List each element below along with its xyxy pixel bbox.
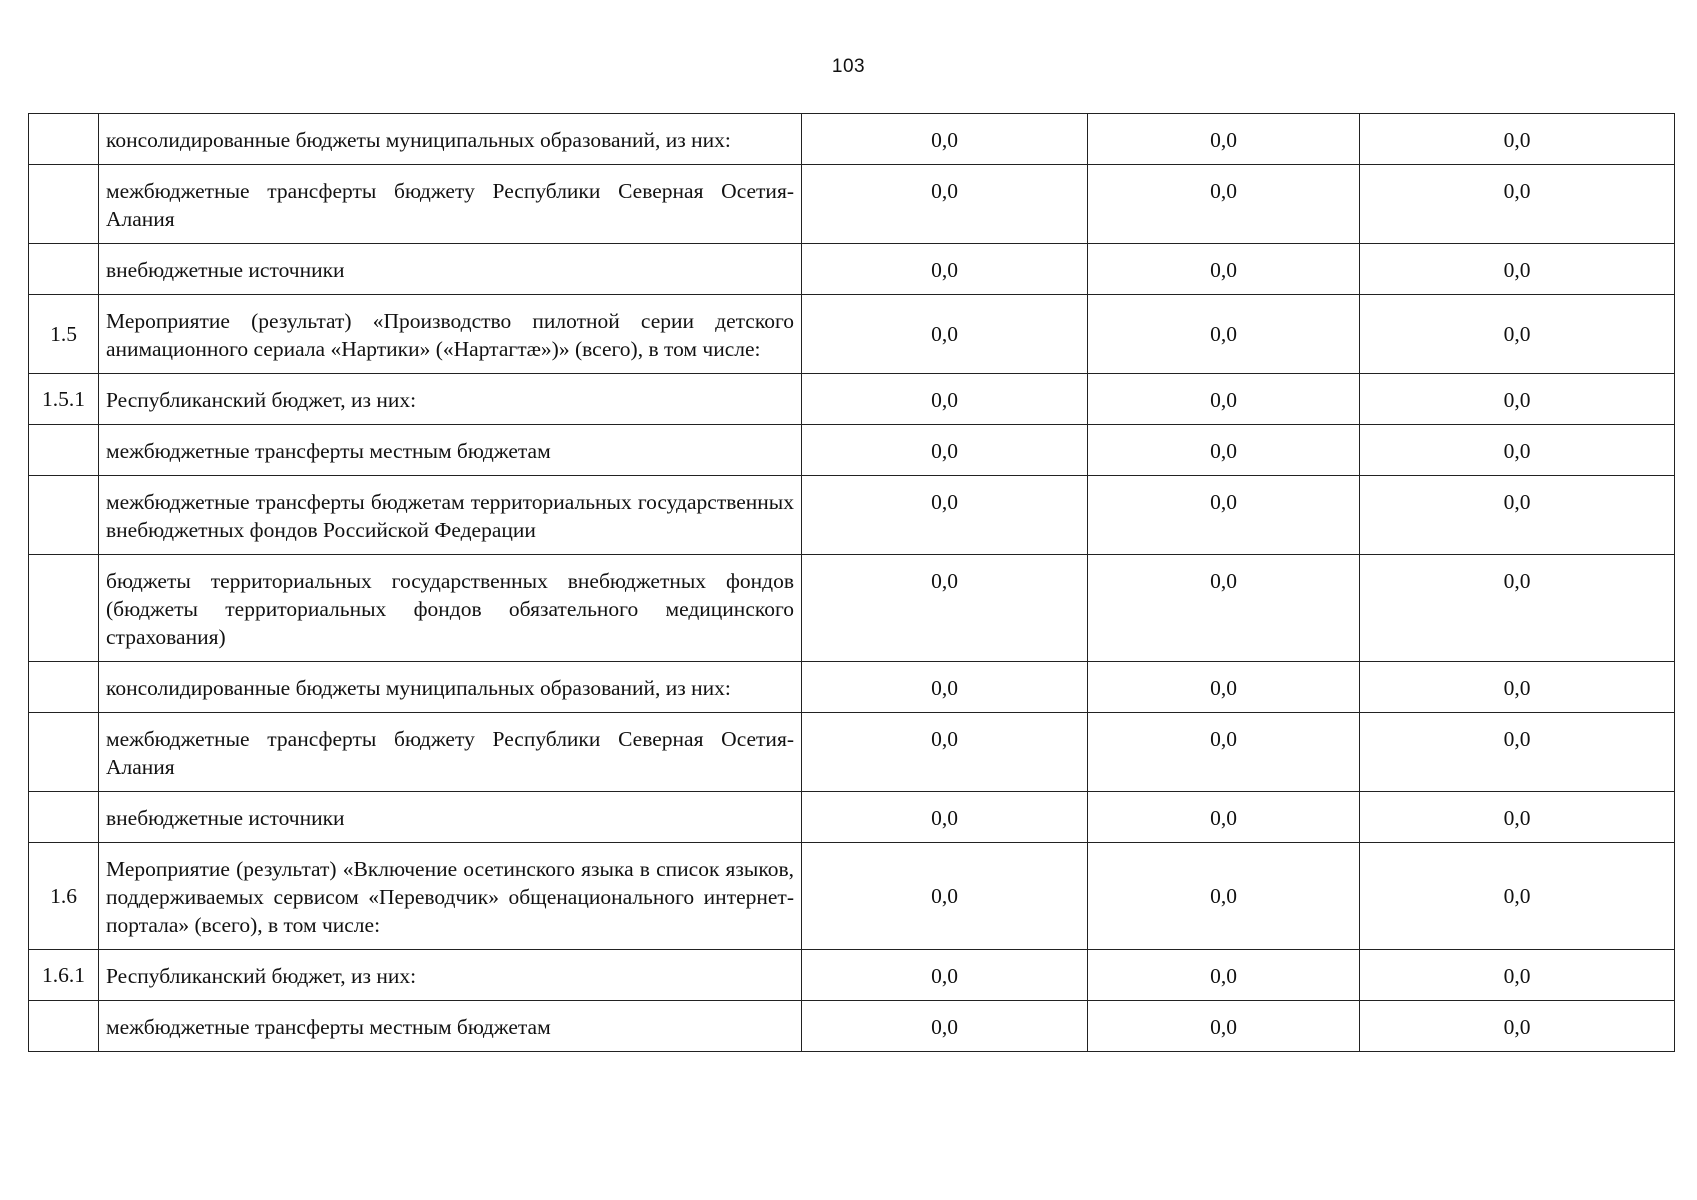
row-description: бюджеты территориальных государственных внебюджетных фондов (бюджеты территориальных фондов обязательного медицинского страхования) <box>99 555 802 662</box>
row-number <box>29 425 99 476</box>
row-value-1: 0,0 <box>802 476 1088 555</box>
row-value-2: 0,0 <box>1088 1001 1360 1052</box>
row-value-1: 0,0 <box>802 244 1088 295</box>
table-row <box>29 374 1675 425</box>
row-value-2: 0,0 <box>1088 295 1360 374</box>
row-description: Мероприятие (результат) «Производство пилотной серии детского анимационного сериала «Нартики» («Нартагтæ»)» (всего), в том числе: <box>99 295 802 374</box>
row-value-3: 0,0 <box>1360 425 1675 476</box>
row-description: консолидированные бюджеты муниципальных образований, из них: <box>99 114 802 165</box>
table-row <box>29 476 1675 555</box>
row-number: 1.6 <box>29 843 99 950</box>
row-number <box>29 792 99 843</box>
table-row <box>29 295 1675 374</box>
table-row <box>29 713 1675 792</box>
row-value-2: 0,0 <box>1088 244 1360 295</box>
row-number <box>29 1001 99 1052</box>
row-number <box>29 555 99 662</box>
row-number: 1.6.1 <box>29 950 99 1001</box>
row-description: консолидированные бюджеты муниципальных образований, из них: <box>99 662 802 713</box>
row-number <box>29 476 99 555</box>
row-description: межбюджетные трансферты бюджету Республики Северная Осетия-Алания <box>99 165 802 244</box>
row-number <box>29 713 99 792</box>
table-row <box>29 114 1675 165</box>
row-value-2: 0,0 <box>1088 662 1360 713</box>
table-row <box>29 950 1675 1001</box>
table-row <box>29 555 1675 662</box>
row-value-2: 0,0 <box>1088 555 1360 662</box>
row-value-3: 0,0 <box>1360 1001 1675 1052</box>
row-value-1: 0,0 <box>802 713 1088 792</box>
row-value-1: 0,0 <box>802 425 1088 476</box>
table-row <box>29 425 1675 476</box>
row-value-1: 0,0 <box>802 114 1088 165</box>
row-description: межбюджетные трансферты местным бюджетам <box>99 1001 802 1052</box>
row-value-3: 0,0 <box>1360 374 1675 425</box>
row-value-2: 0,0 <box>1088 374 1360 425</box>
row-value-2: 0,0 <box>1088 476 1360 555</box>
row-value-2: 0,0 <box>1088 843 1360 950</box>
table-row <box>29 792 1675 843</box>
row-value-1: 0,0 <box>802 555 1088 662</box>
row-description: межбюджетные трансферты бюджетам территориальных государственных внебюджетных фондов Российской Федерации <box>99 476 802 555</box>
row-value-3: 0,0 <box>1360 792 1675 843</box>
row-description: внебюджетные источники <box>99 244 802 295</box>
row-value-2: 0,0 <box>1088 792 1360 843</box>
row-description: межбюджетные трансферты бюджету Республики Северная Осетия-Алания <box>99 713 802 792</box>
row-value-3: 0,0 <box>1360 713 1675 792</box>
table-row <box>29 165 1675 244</box>
row-value-1: 0,0 <box>802 374 1088 425</box>
row-number: 1.5.1 <box>29 374 99 425</box>
row-value-3: 0,0 <box>1360 662 1675 713</box>
row-value-1: 0,0 <box>802 843 1088 950</box>
table-row <box>29 843 1675 950</box>
row-value-3: 0,0 <box>1360 295 1675 374</box>
row-value-1: 0,0 <box>802 165 1088 244</box>
table-row <box>29 662 1675 713</box>
row-value-3: 0,0 <box>1360 843 1675 950</box>
row-value-3: 0,0 <box>1360 244 1675 295</box>
row-description: Республиканский бюджет, из них: <box>99 950 802 1001</box>
row-value-1: 0,0 <box>802 950 1088 1001</box>
budget-table <box>28 113 1675 1052</box>
row-value-2: 0,0 <box>1088 425 1360 476</box>
row-number <box>29 662 99 713</box>
row-description: Республиканский бюджет, из них: <box>99 374 802 425</box>
row-value-1: 0,0 <box>802 662 1088 713</box>
row-description: внебюджетные источники <box>99 792 802 843</box>
row-description: Мероприятие (результат) «Включение осетинского языка в список языков, поддерживаемых сервисом «Переводчик» общенационального интернет-портала» (всего), в том числе: <box>99 843 802 950</box>
row-value-2: 0,0 <box>1088 165 1360 244</box>
budget-table-body <box>29 114 1675 1052</box>
row-description: межбюджетные трансферты местным бюджетам <box>99 425 802 476</box>
table-row <box>29 1001 1675 1052</box>
row-value-3: 0,0 <box>1360 114 1675 165</box>
row-value-1: 0,0 <box>802 792 1088 843</box>
row-value-3: 0,0 <box>1360 555 1675 662</box>
row-number <box>29 244 99 295</box>
row-value-2: 0,0 <box>1088 114 1360 165</box>
row-value-3: 0,0 <box>1360 476 1675 555</box>
row-value-2: 0,0 <box>1088 950 1360 1001</box>
row-value-1: 0,0 <box>802 295 1088 374</box>
page-number: 103 <box>831 56 866 77</box>
row-value-3: 0,0 <box>1360 165 1675 244</box>
row-number <box>29 165 99 244</box>
row-value-1: 0,0 <box>802 1001 1088 1052</box>
table-row <box>29 244 1675 295</box>
row-number: 1.5 <box>29 295 99 374</box>
row-value-3: 0,0 <box>1360 950 1675 1001</box>
row-number <box>29 114 99 165</box>
row-value-2: 0,0 <box>1088 713 1360 792</box>
